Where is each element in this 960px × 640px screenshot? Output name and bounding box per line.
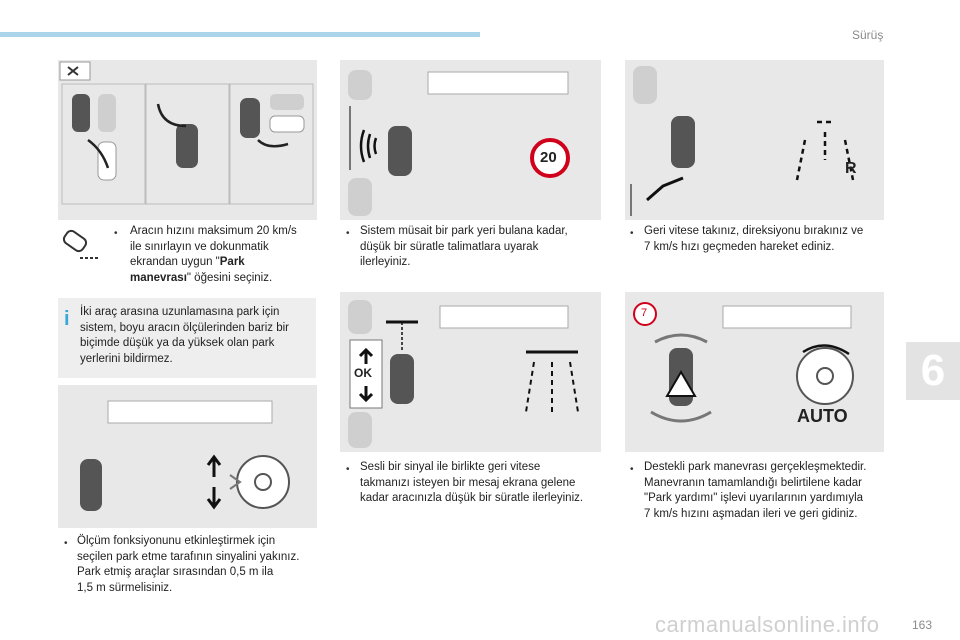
col1-step2-text: Ölçüm fonksiyonunu etkinleştirmek için seçilen park etme tarafının sinyalini yakınız. Park etmiş araçlar sırasından 0,5 m ila 1,5 m sürmelisiniz. [77,535,300,594]
header-accent-bar [0,32,480,37]
illustration-indicator [58,385,317,528]
illustration-space-search [340,60,601,220]
col2-step1-text: Sistem müsait bir park yeri bulana kadar, düşük bir süratle talimatlara uyarak ilerleyiniz. [360,225,568,268]
section-title: Sürüş [852,28,884,42]
illustration-space-found [340,292,601,452]
reverse-gear-label: R [845,160,857,177]
step-badge: 7 [641,307,648,319]
bullet: • [630,228,634,239]
car-icon [58,228,102,268]
speed-sign: 20 [540,149,557,166]
bullet: • [64,538,68,549]
illustration-park-modes [58,60,317,220]
ok-label: OK [354,366,372,380]
bullet: • [114,228,118,239]
watermark: carmanualsonline.info [655,612,880,637]
auto-label: AUTO [797,406,848,426]
bullet: • [346,464,350,475]
info-icon: i [64,308,70,330]
col1-step1-text: Aracın hızını maksimum 20 km/s ile sınırlayın ve dokunmatik ekrandan uygun "Park manevrası" öğesini seçiniz. [130,225,297,284]
bullet: • [630,464,634,475]
col3-step1-text: Geri vitese takınız, direksiyonu bırakınız ve 7 km/s hızı geçmeden hareket ediniz. [644,225,864,253]
bullet: • [346,228,350,239]
col3-step2-text: Destekli park manevrası gerçekleşmektedir. Manevranın tamamlandığı belirtilene kadar "Park yardımı" işlevi uyarılarının yardımıyla 7 km/s hızını aşmadan ileri ve geri gidiniz. [644,461,867,520]
col1-note-text: İki araç arasına uzunlamasına park için sistem, boyu aracın ölçülerinden bariz bir biçimde düşük ya da yüksek olan park yerlerini bildirmez. [80,306,290,365]
chapter-tab: 6 [906,342,960,400]
illustration-assisted-manoeuvre [625,292,884,452]
col2-step2-text: Sesli bir sinyal ile birlikte geri vitese takmanızı isteyen bir mesaj ekrana gelene kadar aracınızla düşük bir süratle ilerleyiniz. [360,461,584,504]
illustration-reverse [625,60,884,220]
page-number: 163 [912,618,933,632]
